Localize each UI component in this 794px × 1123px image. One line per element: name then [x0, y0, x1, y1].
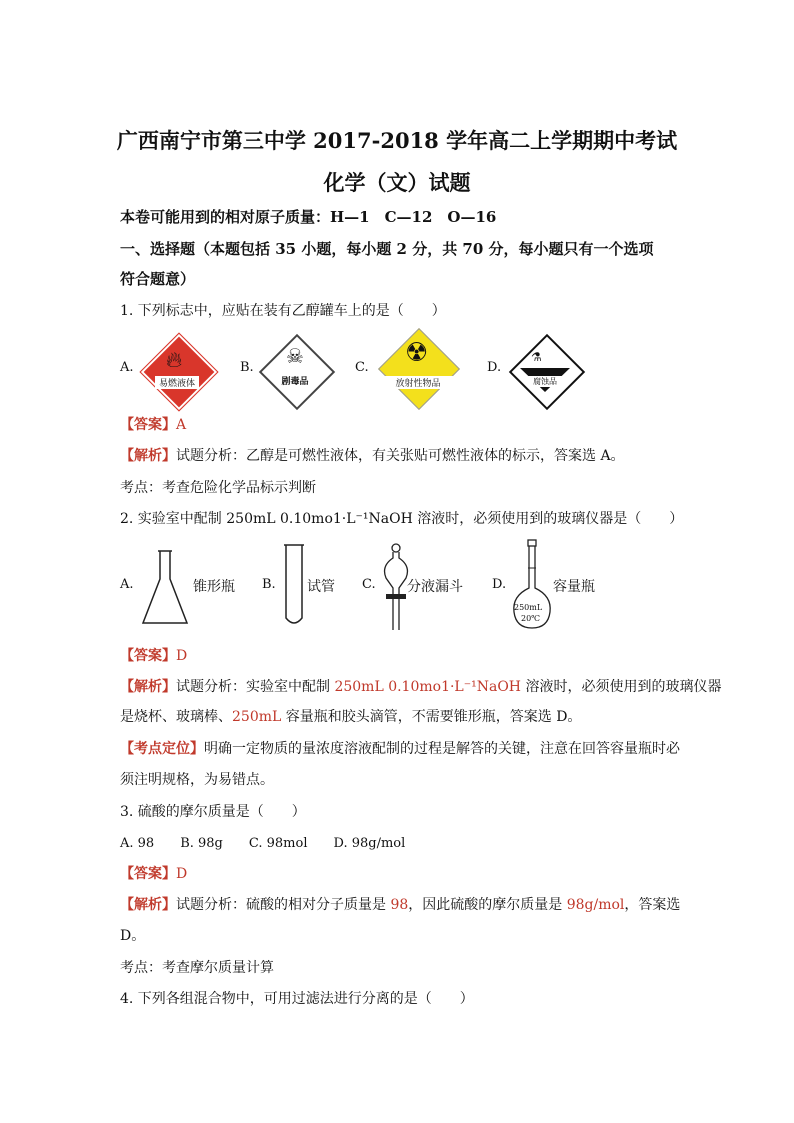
test-tube-drip-icon: ⚗: [531, 350, 542, 364]
section-heading-line1: 一、选择题（本题包括 35 小题，每小题 2 分，共 70 分，每小题只有一个选项: [120, 240, 654, 258]
analysis-label: 【解析】: [120, 448, 176, 464]
atomic-mass-note: 本卷可能用到的相对原子质量：H—1 C—12 O—16: [120, 208, 497, 226]
q1-stem: 1. 下列标志中，应贴在装有乙醇罐车上的是（ ）: [120, 303, 446, 319]
q2-analysis-line1: [120, 676, 721, 696]
section-heading-line2: 符合题意）: [120, 270, 196, 288]
answer-value: A: [176, 417, 187, 433]
q2-analysis-line2: [120, 706, 581, 726]
q1-option-d-sign-text: 腐蚀品: [527, 376, 563, 387]
q2-option-c-letter: C.: [362, 577, 376, 592]
q1-option-c-sign: [372, 322, 464, 414]
q1-option-d-sign: [505, 330, 585, 410]
q2-option-a-letter: A.: [120, 577, 134, 592]
q2-option-c-name: 分液漏斗: [407, 579, 463, 595]
q2-point-line1: [120, 738, 680, 758]
q2-option-a-name: 锥形瓶: [193, 579, 235, 595]
analysis-text-mid: 溶液时，必须使用到的玻璃仪器: [521, 679, 722, 695]
q1-option-c-sign-text: 放射性物品: [378, 376, 458, 389]
volumetric-flask-capacity: 250mL: [514, 603, 543, 612]
q3-point: 考点：考查摩尔质量计算: [120, 960, 274, 976]
q1-option-a-letter: A.: [120, 360, 134, 375]
q1-option-d-letter: D.: [487, 360, 502, 375]
answer-value: D: [176, 648, 188, 664]
q4-stem: 4. 下列各组混合物中，可用过滤法进行分离的是（ ）: [120, 991, 474, 1007]
q3-options: A. 98 B. 98g C. 98mol D. 98g/mol: [120, 836, 406, 851]
q3-analysis-line1: [120, 894, 680, 914]
analysis-a: 试题分析：硫酸的相对分子质量是: [176, 897, 391, 913]
conical-flask-icon: [140, 545, 190, 630]
point-label: 【考点定位】: [120, 741, 204, 757]
q3-stem: 3. 硫酸的摩尔质量是（ ）: [120, 804, 306, 820]
q2-option-d-name: 容量瓶: [553, 579, 595, 595]
q1-answer: [120, 414, 186, 434]
q1-option-b-sign-text: 剧毒品: [281, 377, 309, 387]
q3-analysis-line2: D。: [120, 928, 146, 944]
analysis-c: ，答案选: [624, 897, 681, 913]
analysis-b: ，因此硫酸的摩尔质量是: [408, 897, 567, 913]
q1-option-b-sign: [255, 330, 335, 410]
trefoil-icon: ☢: [405, 338, 429, 368]
point-text: 明确一定物质的量浓度溶液配制的过程是解答的关键，注意在回答容量瓶时必: [204, 741, 680, 757]
q2-point-line2: 须注明规格，为易错点。: [120, 772, 274, 788]
analysis-text-prefix: 试题分析：实验室中配制: [176, 679, 335, 695]
analysis-line2-a: 是烧杯、玻璃棒、: [120, 709, 232, 725]
analysis-text-red: 250mL 0.10mo1·L⁻¹NaOH: [334, 679, 522, 695]
test-tube-icon: [282, 542, 306, 630]
q1-option-a-sign: [137, 330, 217, 410]
q2-stem: 2. 实验室中配制 250mL 0.10mo1·L⁻¹NaOH 溶液时，必须使用到的玻璃仪器是（ ）: [120, 511, 684, 527]
analysis-text: 试题分析：乙醇是可燃性液体，有关张贴可燃性液体的标示，答案选 A。: [176, 448, 625, 464]
analysis-red2: 98g/mol: [566, 897, 625, 913]
analysis-red1: 98: [390, 897, 409, 913]
answer-label: 【答案】: [120, 866, 176, 882]
page-title: 广西南宁市第三中学 2017-2018 学年高二上学期期中考试: [116, 128, 678, 153]
q2-option-b-name: 试管: [307, 579, 335, 595]
q2-option-d-letter: D.: [492, 577, 507, 592]
q1-option-b-letter: B.: [240, 360, 254, 375]
answer-label: 【答案】: [120, 417, 176, 433]
q1-option-a-sign-text: 易燃液体: [155, 376, 199, 389]
volumetric-flask-temp: 20℃: [521, 614, 541, 623]
analysis-label: 【解析】: [120, 897, 176, 913]
analysis-line2-b: 容量瓶和胶头滴管，不需要锥形瓶，答案选 D。: [281, 709, 582, 725]
q2-option-b-letter: B.: [262, 577, 276, 592]
q3-answer: [120, 863, 187, 883]
answer-label: 【答案】: [120, 648, 176, 664]
analysis-label: 【解析】: [120, 679, 176, 695]
analysis-line2-red: 250mL: [232, 709, 282, 725]
flame-icon: 🔥︎: [166, 348, 183, 373]
skull-icon: ☠: [286, 344, 304, 368]
q2-answer: [120, 645, 187, 665]
q1-analysis: [120, 445, 625, 465]
q1-point: 考点：考查危险化学品标示判断: [120, 480, 316, 496]
page-subtitle: 化学（文）试题: [323, 170, 471, 195]
answer-value: D: [176, 866, 188, 882]
q1-option-c-letter: C.: [355, 360, 369, 375]
